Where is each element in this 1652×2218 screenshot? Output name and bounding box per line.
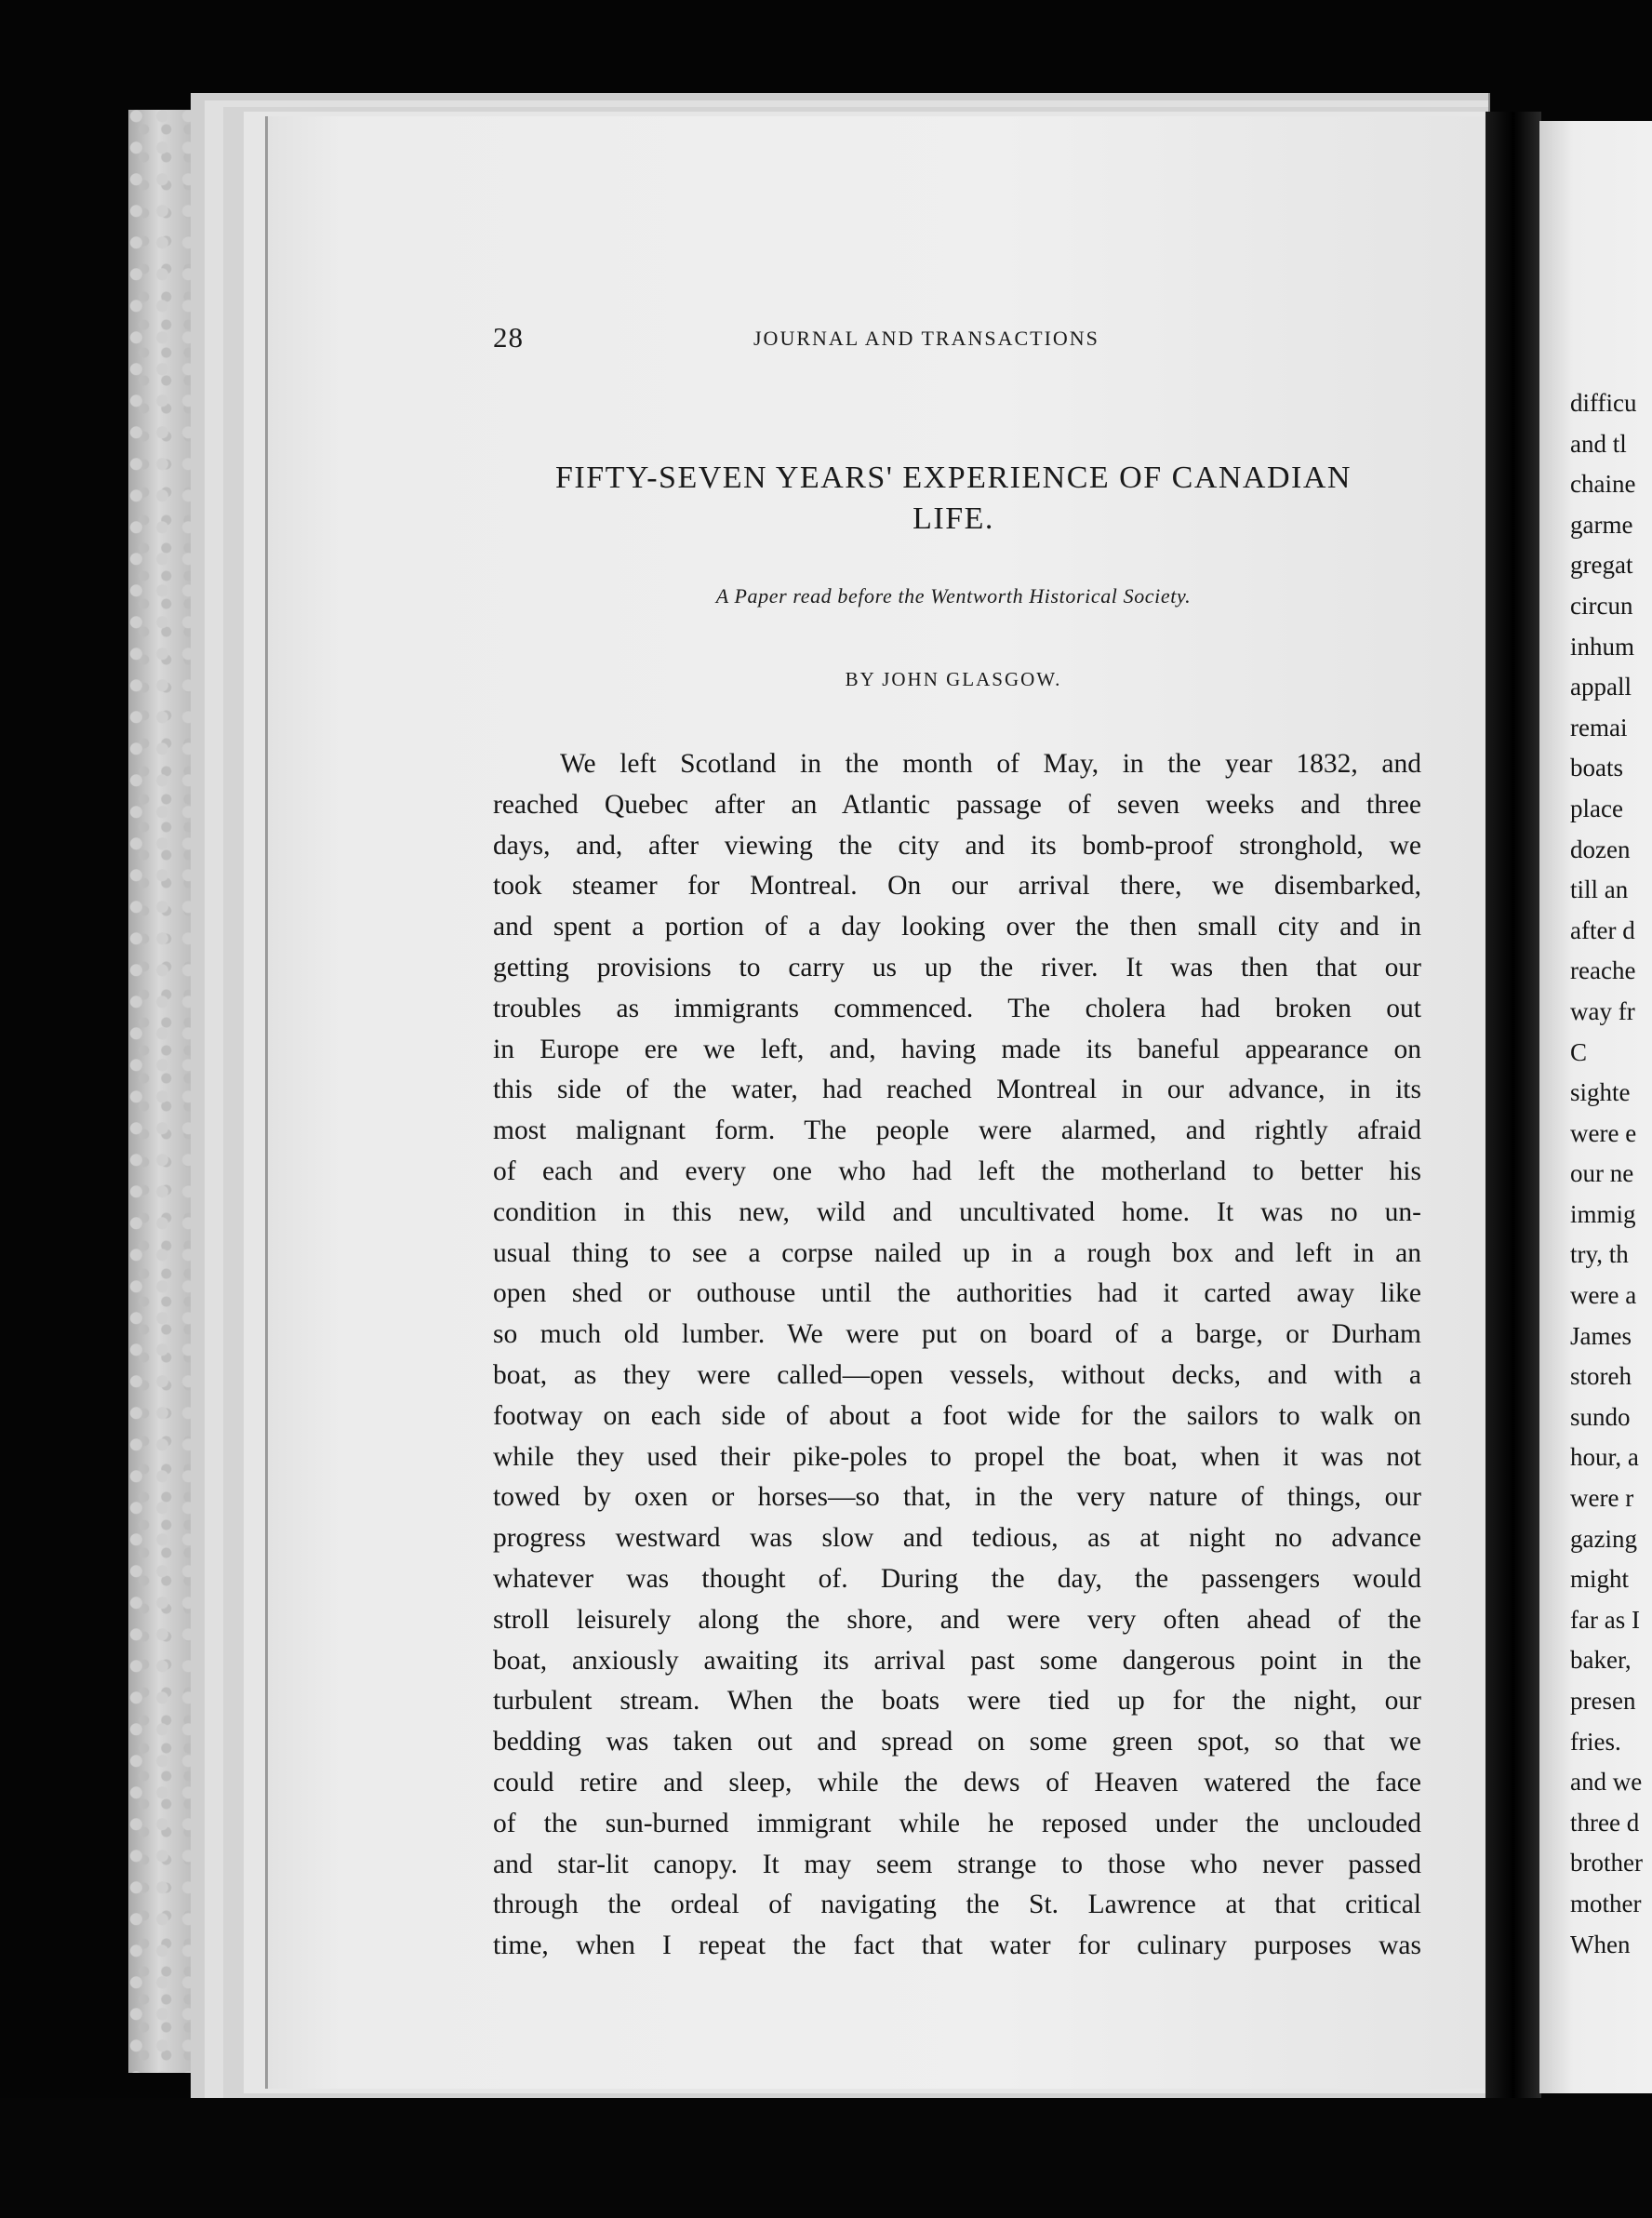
title-line: FIFTY-SEVEN YEARS' EXPERIENCE OF CANADIAN (555, 461, 1352, 495)
body-line: usual thing to see a corpse nailed up in a rough box and left in an (493, 1237, 1421, 1268)
right-page-fragment: try, th (1570, 1240, 1629, 1269)
right-page-fragment: storeh (1570, 1362, 1632, 1391)
body-line: so much old lumber. We were put on board of a barge, or Durham (493, 1319, 1421, 1350)
body-line: took steamer for Montreal. On our arrival there, we disembarked, (493, 871, 1421, 902)
body-line: footway on each side of about a foot wide for the sailors to walk on (493, 1400, 1421, 1431)
right-page-fragment: garme (1570, 510, 1633, 539)
right-page-fragment: dozen (1570, 835, 1631, 863)
right-page-fragment: circun (1570, 591, 1633, 620)
right-page-fragment: sundo (1570, 1402, 1631, 1431)
body-line: of each and every one who had left the motherland to better his (493, 1156, 1421, 1186)
body-line: progress westward was slow and tedious, as at night no advance (493, 1523, 1421, 1554)
author-byline: BY JOHN GLASGOW. (845, 668, 1062, 690)
body-line: open shed or outhouse until the authorities had it carted away like (493, 1278, 1421, 1309)
body-line: troubles as immigrants commenced. The cholera had broken out (493, 993, 1421, 1023)
scan-bottom-border (0, 2098, 1652, 2218)
right-page-fragment: hour, a (1570, 1443, 1639, 1472)
right-page-fragment: When (1570, 1930, 1631, 1958)
body-line: through the ordeal of navigating the St. Lawrence at that critical (493, 1890, 1421, 1920)
right-page-fragment: place (1570, 794, 1623, 822)
right-page-fragment: after d (1570, 915, 1635, 944)
right-page-fragment: were a (1570, 1281, 1637, 1310)
body-line: stroll leisurely along the shore, and were very often ahead of the (493, 1604, 1421, 1635)
body-line: condition in this new, wild and uncultivated home. It was no un- (493, 1196, 1421, 1227)
right-page-fragment: three d (1570, 1808, 1640, 1837)
body-line: of the sun-burned immigrant while he reposed under the unclouded (493, 1808, 1421, 1838)
right-page-fragment: appall (1570, 673, 1632, 701)
right-page-fragment: inhum (1570, 632, 1635, 661)
book-gutter (1485, 112, 1541, 2103)
right-page-fragment: chaine (1570, 470, 1636, 499)
body-line: most malignant form. The people were alarmed, and rightly afraid (493, 1116, 1421, 1146)
right-page-fragment: C (1570, 1037, 1588, 1066)
body-line: time, when I repeat the fact that water for culinary purposes was (493, 1931, 1421, 1961)
body-line: could retire and sleep, while the dews of Heaven watered the face (493, 1767, 1421, 1797)
right-page-fragment: till an (1570, 875, 1629, 904)
right-page-fragment: mother (1570, 1889, 1642, 1917)
right-page-fragment: reache (1570, 956, 1636, 985)
page-number: 28 (493, 321, 524, 354)
running-head: JOURNAL AND TRANSACTIONS (753, 327, 1099, 350)
body-line: while they used their pike-poles to propel the boat, when it was not (493, 1441, 1421, 1472)
article-title (493, 458, 1414, 540)
page-header (493, 321, 1414, 358)
article-subtitle: A Paper read before the Wentworth Historical Society. (715, 584, 1192, 608)
article-body (493, 744, 1421, 1967)
body-line: and spent a portion of a day looking over the then small city and in (493, 912, 1421, 942)
body-line: in Europe ere we left, and, having made its baneful appearance on (493, 1034, 1421, 1064)
right-page-fragment: were r (1570, 1484, 1634, 1513)
right-page-fragment: James (1570, 1321, 1632, 1350)
right-page-fragment: our ne (1570, 1159, 1634, 1188)
right-page-fragment: fries. (1570, 1727, 1621, 1756)
right-page-fragment: immig (1570, 1199, 1636, 1228)
right-page-fragment: boats (1570, 754, 1623, 782)
right-page-fragment: difficu (1570, 389, 1637, 417)
right-page-fragment: sighte (1570, 1078, 1631, 1107)
right-page-fragment: and we (1570, 1768, 1643, 1797)
body-line: We left Scotland in the month of May, in the year 1832, and (560, 749, 1421, 779)
right-page-fragment: baker, (1570, 1646, 1632, 1675)
right-page-fragment: remai (1570, 713, 1628, 742)
body-line: reached Quebec after an Atlantic passage of seven weeks and three (493, 789, 1421, 820)
body-line: towed by oxen or horses—so that, in the very nature of things, our (493, 1482, 1421, 1513)
body-line: turbulent stream. When the boats were tied up for the night, our (493, 1686, 1421, 1717)
body-line: and star-lit canopy. It may seem strange to those who never passed (493, 1849, 1421, 1879)
body-line: bedding was taken out and spread on some green spot, so that we (493, 1727, 1421, 1757)
right-page-fragment: gazing (1570, 1524, 1637, 1553)
right-page-fragment: might (1570, 1565, 1630, 1594)
right-page-fragment: way fr (1570, 996, 1635, 1025)
body-line: boat, as they were called—open vessels, without decks, and with a (493, 1359, 1421, 1390)
body-line: getting provisions to carry us up the river. It was then that our (493, 952, 1421, 982)
body-line: whatever was thought of. During the day, the passengers would (493, 1563, 1421, 1594)
right-page-fragment: and tl (1570, 429, 1627, 458)
right-page-fragment: presen (1570, 1687, 1636, 1715)
right-page-fragment: brother (1570, 1849, 1643, 1877)
body-line: boat, anxiously awaiting its arrival past some dangerous point in the (493, 1645, 1421, 1676)
right-page-text (1570, 383, 1652, 1965)
body-line: days, and, after viewing the city and its bomb-proof stronghold, we (493, 830, 1421, 861)
right-page-fragment: were e (1570, 1118, 1637, 1147)
right-page-fragment: gregat (1570, 551, 1633, 580)
body-line: this side of the water, had reached Montreal in our advance, in its (493, 1075, 1421, 1105)
title-line: LIFE. (913, 501, 994, 536)
right-page-fragment: far as I (1570, 1605, 1640, 1634)
